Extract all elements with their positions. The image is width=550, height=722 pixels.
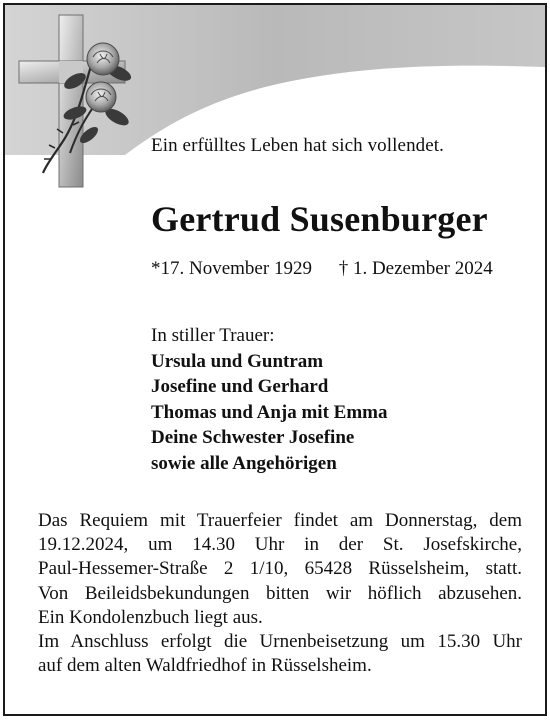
mourner-name: Thomas und Anja mit Emma (151, 401, 388, 423)
notice-line: Das Requiem mit Trauerfeier findet am Donnerstag, dem (38, 510, 522, 531)
notice-line: Paul-Hessemer-Straße 2 1/10, 65428 Rüsselsheim, statt. (38, 558, 522, 580)
notice-line: 19.12.2024, um 14.30 Uhr in der St. Josefskirche, (38, 534, 522, 556)
cross-with-roses-artwork (15, 13, 145, 193)
notice-line: Im Anschluss erfolgt die Urnenbeisetzung um 15.30 Uhr (38, 631, 522, 653)
deceased-name: Gertrud Susenburger (151, 199, 488, 239)
mourner-name: Josefine und Gerhard (151, 376, 329, 397)
notice-line: Ein Kondolenzbuch liegt aus. (38, 606, 263, 628)
mourner-name: Deine Schwester Josefine (151, 427, 355, 448)
notice-line: auf dem alten Waldfriedhof in Rüsselsheim. (38, 655, 372, 677)
intro-line: Ein erfülltes Leben hat sich vollendet. (151, 135, 445, 156)
mourners-heading: In stiller Trauer: (151, 325, 275, 346)
notice-line: Von Beileidsbekundungen bitten wir höflich abzusehen. (38, 582, 522, 604)
mourner-name: Ursula und Guntram (151, 350, 324, 372)
obituary-notice (3, 3, 547, 716)
service-notice (38, 509, 522, 678)
life-dates (151, 258, 493, 280)
mourners-names (151, 349, 388, 477)
mourner-name: sowie alle Angehörigen (151, 452, 337, 474)
death-date: † 1. Dezember 2024 (338, 258, 493, 279)
mourners-block (151, 323, 388, 476)
birth-date: *17. November 1929 (151, 258, 312, 279)
